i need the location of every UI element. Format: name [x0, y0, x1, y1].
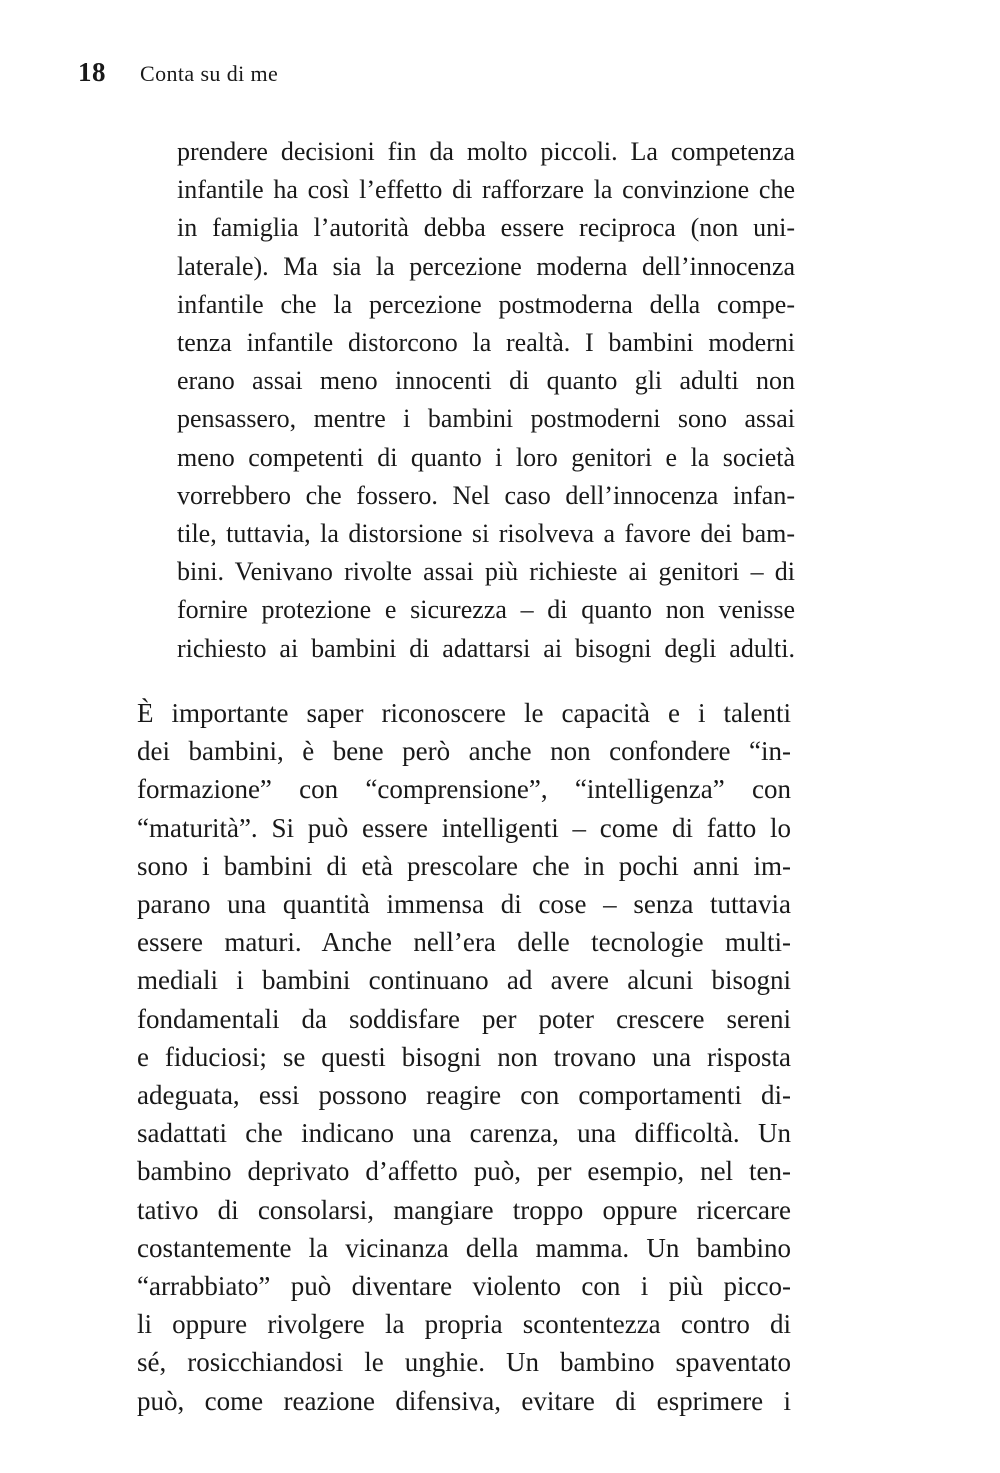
text-line: adeguata, essi possono reagire con comportamenti di- — [137, 1080, 791, 1111]
text-line: meno competenti di quanto i loro genitori e la società — [177, 442, 795, 472]
text-line: tenza infantile distorcono la realtà. I bambini moderni — [177, 328, 795, 358]
text-line: li oppure rivolgere la propria scontentezza contro di — [137, 1309, 791, 1340]
text-line: sono i bambini di età prescolare che in pochi anni im- — [137, 850, 791, 881]
text-line: prendere decisioni fin da molto piccoli. La competenza — [177, 137, 795, 166]
text-line: fondamentali da soddisfare per poter crescere sereni — [137, 1003, 791, 1034]
text-line: e fiduciosi; se questi bisogni non trovano una risposta — [137, 1041, 791, 1072]
text-line: essere maturi. Anche nell’era delle tecnologie multi- — [137, 927, 791, 958]
running-title: Conta su di me — [140, 61, 279, 86]
text-line: infantile ha così l’effetto di rafforzare la convinzione che — [177, 175, 795, 205]
block-quotation — [177, 133, 795, 668]
text-line: bambino deprivato d’affetto può, per esempio, nel ten- — [137, 1156, 791, 1187]
page-header — [78, 57, 278, 88]
text-line: parano una quantità immensa di cose – senza tuttavia — [137, 889, 791, 920]
text-line: costantemente la vicinanza della mamma. Un bambino — [137, 1232, 791, 1263]
text-line: infantile che la percezione postmoderna della compe- — [177, 289, 795, 319]
text-line: richiesto ai bambini di adattarsi ai bisogni degli adulti. — [177, 633, 795, 663]
text-line: È importante saper riconoscere le capacità e i talenti — [137, 698, 791, 728]
text-line: erano assai meno innocenti di quanto gli adulti non — [177, 366, 795, 396]
text-line: fornire protezione e sicurezza – di quanto non venisse — [177, 595, 795, 625]
text-line: in famiglia l’autorità debba essere reciproca (non uni- — [177, 213, 795, 243]
text-line: bini. Venivano rivolte assai più richieste ai genitori – di — [177, 557, 795, 587]
body-paragraph — [137, 694, 791, 1420]
text-line: mediali i bambini continuano ad avere alcuni bisogni — [137, 965, 791, 996]
text-line: formazione” con “comprensione”, “intelligenza” con — [137, 774, 791, 805]
text-line: dei bambini, è bene però anche non confondere “in- — [137, 736, 791, 767]
text-line: sadattati che indicano una carenza, una difficoltà. Un — [137, 1118, 791, 1149]
text-line: laterale). Ma sia la percezione moderna dell’innocenza — [177, 251, 795, 281]
text-line: “arrabbiato” può diventare violento con i più picco- — [137, 1271, 791, 1302]
text-line: pensassero, mentre i bambini postmoderni sono assai — [177, 404, 795, 434]
text-line: può, come reazione difensiva, evitare di esprimere i — [137, 1385, 791, 1416]
text-line: tile, tuttavia, la distorsione si risolveva a favore dei bam- — [177, 519, 795, 549]
text-line: “maturità”. Si può essere intelligenti – come di fatto lo — [137, 812, 791, 843]
text-line: tativo di consolarsi, mangiare troppo oppure ricercare — [137, 1194, 791, 1225]
text-line: vorrebbero che fossero. Nel caso dell’innocenza infan- — [177, 480, 795, 510]
page-number: 18 — [78, 57, 106, 87]
text-line: sé, rosicchiandosi le unghie. Un bambino spaventato — [137, 1347, 791, 1378]
